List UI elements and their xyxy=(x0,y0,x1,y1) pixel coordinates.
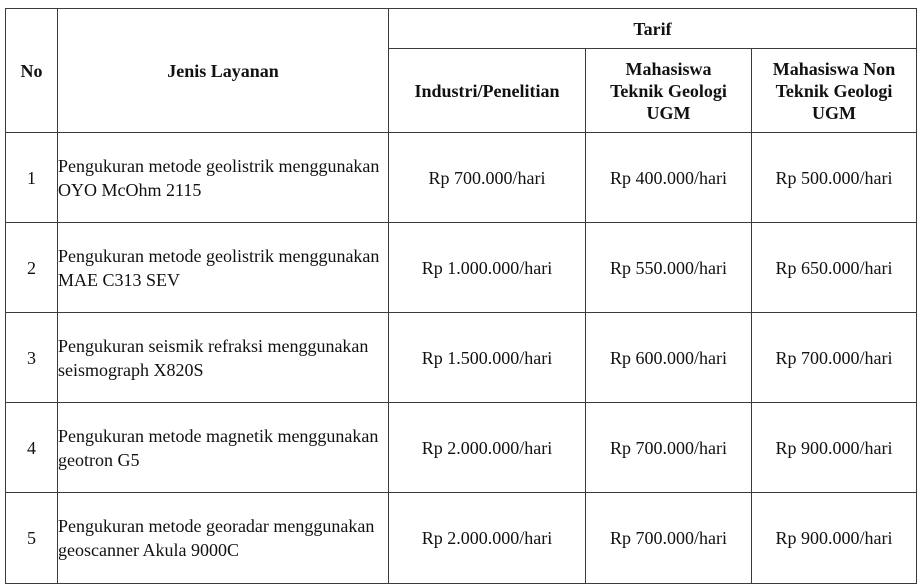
table-row xyxy=(6,403,917,493)
header-ugm-geology xyxy=(586,49,752,133)
table-row xyxy=(6,223,917,313)
row-number: 1 xyxy=(6,133,58,223)
service-name: Pengukuran metode geolistrik menggunakan OYO McOhm 2115 xyxy=(58,133,389,223)
price-ugm-geology: Rp 700.000/hari xyxy=(586,403,752,493)
service-name: Pengukuran metode magnetik menggunakan geotron G5 xyxy=(58,403,389,493)
price-industry: Rp 2.000.000/hari xyxy=(389,403,586,493)
price-non-geology: Rp 900.000/hari xyxy=(752,403,917,493)
price-industry: Rp 700.000/hari xyxy=(389,133,586,223)
header-industry xyxy=(389,49,586,133)
row-number: 2 xyxy=(6,223,58,313)
table-row xyxy=(6,313,917,403)
header-industry-label: Industri/Penelitian xyxy=(414,80,560,101)
price-non-geology: Rp 900.000/hari xyxy=(752,493,917,584)
price-non-geology: Rp 700.000/hari xyxy=(752,313,917,403)
header-row-top xyxy=(6,9,917,49)
price-ugm-geology: Rp 550.000/hari xyxy=(586,223,752,313)
header-service: Jenis Layanan xyxy=(58,9,389,133)
price-non-geology: Rp 500.000/hari xyxy=(752,133,917,223)
price-industry: Rp 2.000.000/hari xyxy=(389,493,586,584)
price-industry: Rp 1.500.000/hari xyxy=(389,313,586,403)
service-name: Pengukuran metode georadar menggunakan geoscanner Akula 9000C xyxy=(58,493,389,584)
header-no: No xyxy=(6,9,58,133)
table-row xyxy=(6,493,917,584)
header-non-geology xyxy=(752,49,917,133)
service-name: Pengukuran metode geolistrik menggunakan MAE C313 SEV xyxy=(58,223,389,313)
price-industry: Rp 1.000.000/hari xyxy=(389,223,586,313)
row-number: 3 xyxy=(6,313,58,403)
header-non-geology-label: Mahasiswa Non Teknik Geologi UGM xyxy=(772,58,896,123)
price-ugm-geology: Rp 700.000/hari xyxy=(586,493,752,584)
price-ugm-geology: Rp 400.000/hari xyxy=(586,133,752,223)
table-row xyxy=(6,133,917,223)
header-tariff: Tarif xyxy=(389,9,917,49)
row-number: 4 xyxy=(6,403,58,493)
row-number: 5 xyxy=(6,493,58,584)
price-non-geology: Rp 650.000/hari xyxy=(752,223,917,313)
header-ugm-geology-label: Mahasiswa Teknik Geologi UGM xyxy=(610,58,727,123)
tariff-table xyxy=(5,8,917,584)
service-name: Pengukuran seismik refraksi menggunakan seismograph X820S xyxy=(58,313,389,403)
price-ugm-geology: Rp 600.000/hari xyxy=(586,313,752,403)
